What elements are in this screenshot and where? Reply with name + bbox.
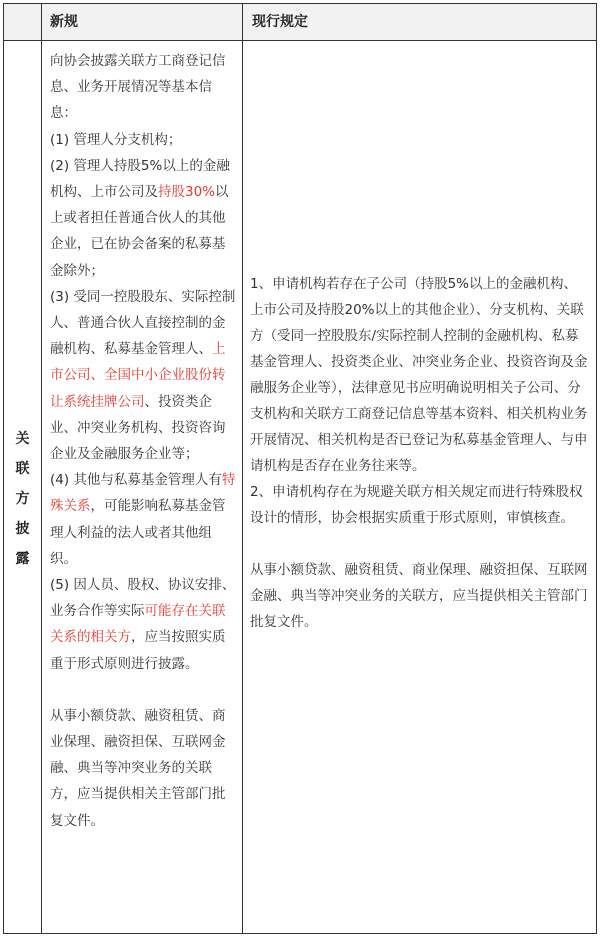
new-rules-item-5: (5) 因人员、股权、协议安排、业务合作等实际可能存在关联关系的相关方，应当按照实质重于形式原则进行披露。 xyxy=(50,577,236,672)
column-divider-1 xyxy=(41,4,42,933)
row-label-char: 露 xyxy=(15,551,30,567)
highlight-text: 特殊关系 xyxy=(50,472,236,515)
highlight-text: 上市公司、全国中小企业股份转让系统挂牌公司 xyxy=(50,341,226,410)
row-label-char: 方 xyxy=(15,491,30,507)
new-rules-item-1: (1) 管理人分支机构； xyxy=(50,131,182,148)
column-divider-2 xyxy=(242,4,243,933)
new-rules-item-4: (4) 其他与私募基金管理人有特殊关系，可能影响私募基金管理人利益的法人或者其他组织。 xyxy=(50,472,236,567)
row-label-related-party-disclosure xyxy=(4,424,41,574)
row-label-char: 关 xyxy=(15,431,30,447)
new-rules-item-3: (3) 受同一控股股东、实际控制人、普通合伙人直接控制的金融机构、私募基金管理人、上市公司、全国中小企业股份转让系统挂牌公司、投资类企业、冲突业务机构、投资咨询企业及金融服务企业等； xyxy=(50,288,236,463)
new-rules-cell xyxy=(50,48,236,834)
new-rules-intro: 向协会披露关联方工商登记信息、业务开展情况等基本信息： xyxy=(50,53,226,122)
current-rules-paragraph-3: 从事小额贷款、融资租赁、商业保理、融资担保、互联网金融、典当等冲突业务的关联方，应当提供相关主管部门批复文件。 xyxy=(250,562,588,630)
highlight-text: 持股30% xyxy=(158,184,216,201)
current-rules-paragraph-2: 2、申请机构存在为规避关联方相关规定而进行特殊股权设计的情形，协会根据实质重于形式原则，审慎核查。 xyxy=(250,484,583,526)
row-label-char: 联 xyxy=(15,461,30,477)
header-new-rules: 新规 xyxy=(50,14,78,30)
new-rules-closing: 从事小额贷款、融资租赁、商业保理、融资担保、互联网金融、典当等冲突业务的关联方，应当提供相关主管部门批复文件。 xyxy=(50,707,226,829)
table-header xyxy=(4,4,596,41)
highlight-text: 可能存在关联关系的相关方 xyxy=(50,603,226,646)
new-rules-item-2: (2) 管理人持股5%以上的金融机构、上市公司及持股30%以上或者担任普通合伙人的其他企业，已在协会备案的私募基金除外； xyxy=(50,157,230,279)
current-rules-cell xyxy=(250,271,590,635)
current-rules-paragraph-1: 1、申请机构若存在子公司（持股5%以上的金融机构、上市公司及持股20%以上的其他企业）、分支机构、关联方（受同一控股股东/实际控制人控制的金融机构、私募基金管理人、投资类企业、冲突业务企业、投资咨询及金融服务企业等），法律意见书应明确说明相关子公司、分支机构和关联方工商登记信息等基本资料、相关机构业务开展情况、相关机构是否已登记为私募基金管理人、与申请机构是否存在业务往来等。 xyxy=(250,276,588,474)
comparison-table xyxy=(3,3,597,934)
header-current-rules: 现行规定 xyxy=(252,14,308,30)
row-label-char: 披 xyxy=(15,521,30,537)
